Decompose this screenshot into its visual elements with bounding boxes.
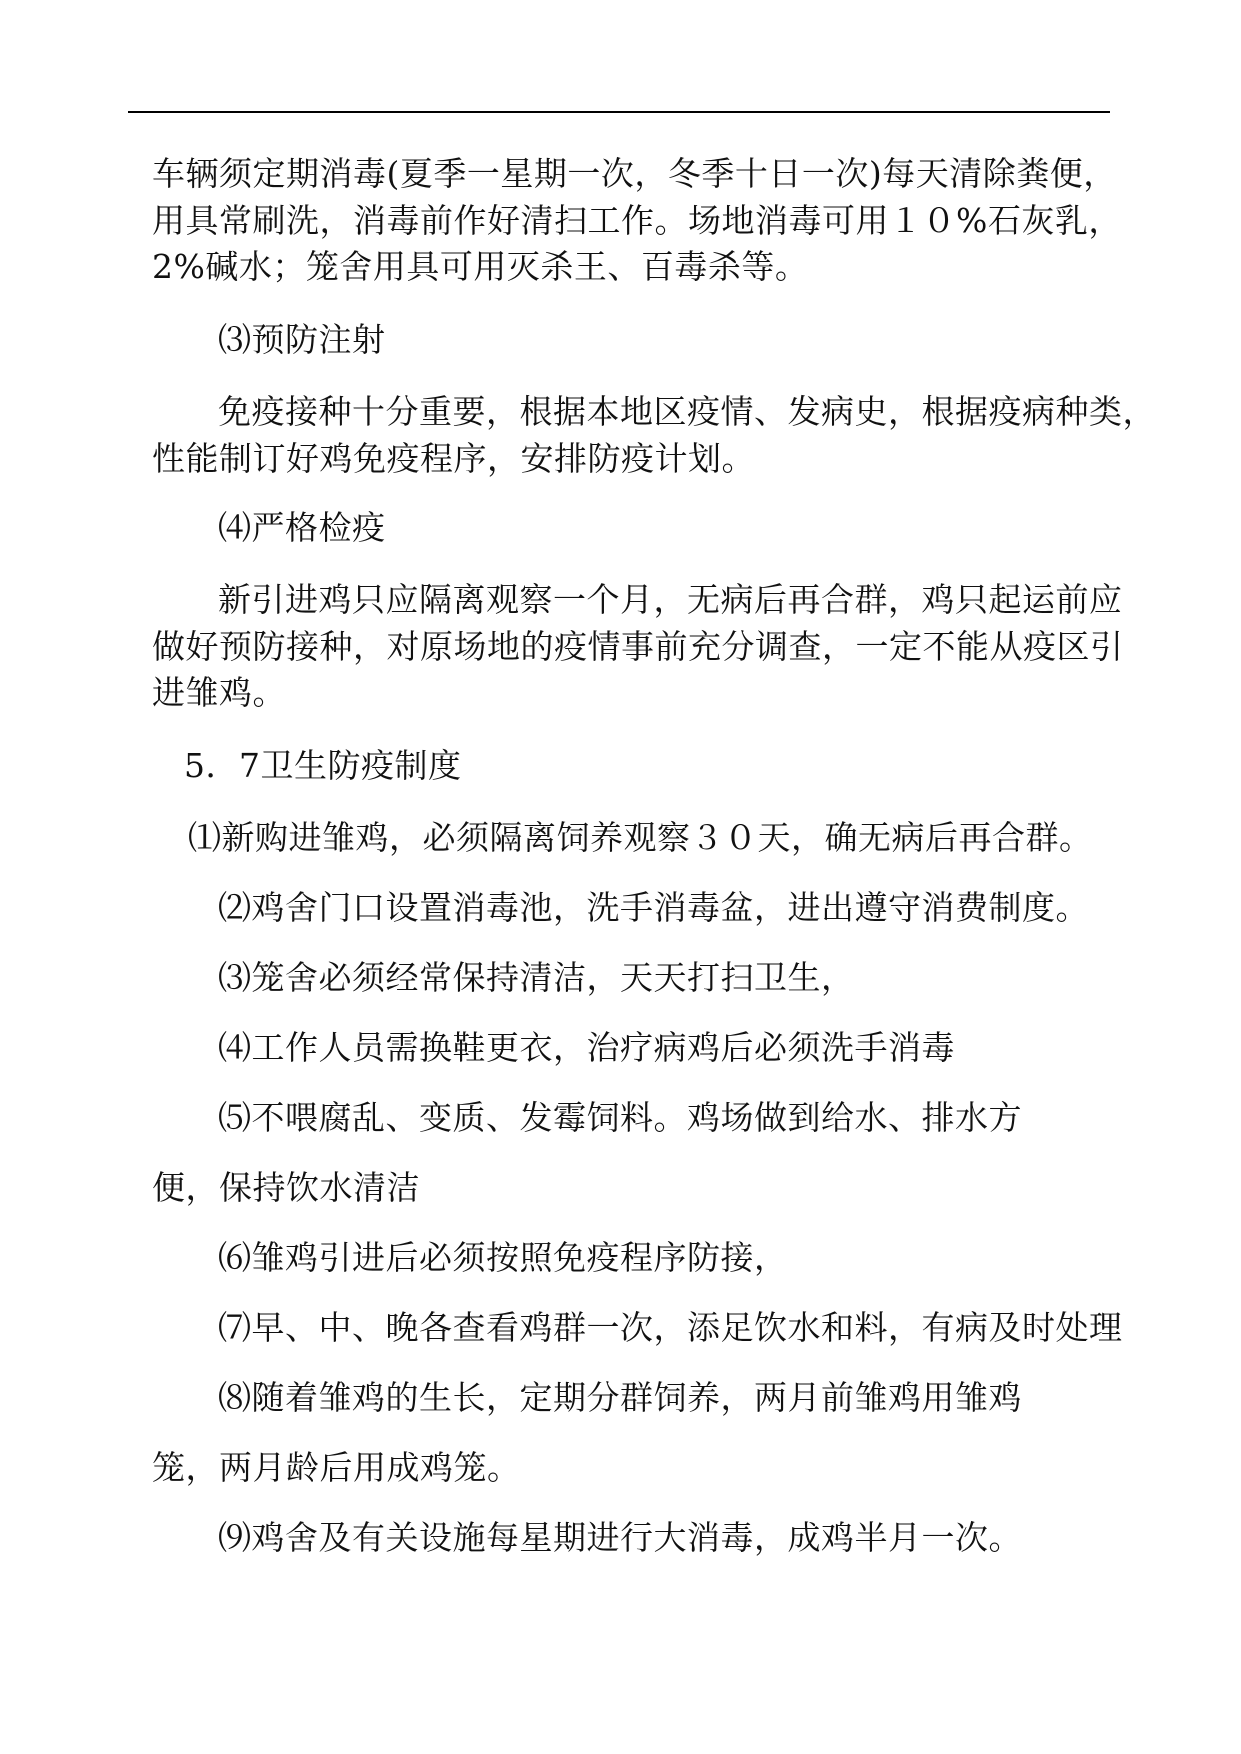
list-item: ⑹雏鸡引进后必须按照免疫程序防接，: [218, 1238, 788, 1277]
list-item: ⑷工作人员需换鞋更衣，治疗病鸡后必须洗手消毒: [218, 1028, 955, 1067]
text-line: 做好预防接种，对原场地的疫情事前充分调查，一定不能从疫区引: [152, 627, 1124, 666]
list-item: ⑻随着雏鸡的生长，定期分群饲养，两月前雏鸡用雏鸡: [218, 1378, 1022, 1417]
list-item: ⑵鸡舍门口设置消毒池，洗手消毒盆，进出遵守消费制度。: [218, 888, 1089, 927]
text-line: 新引进鸡只应隔离观察一个月，无病后再合群，鸡只起运前应: [218, 580, 1123, 619]
list-item: ⑼鸡舍及有关设施每星期进行大消毒，成鸡半月一次。: [218, 1518, 1022, 1557]
list-item: ⑶笼舍必须经常保持清洁，天天打扫卫生，: [218, 958, 855, 997]
list-item: ⑺早、中、晚各查看鸡群一次，添足饮水和料，有病及时处理: [218, 1308, 1123, 1347]
text-line: 进雏鸡。: [152, 673, 286, 712]
text-line: 用具常刷洗，消毒前作好清扫工作。场地消毒可用１０%石灰乳，: [152, 201, 1122, 240]
text-line: 车辆须定期消毒(夏季一星期一次，冬季十日一次)每天清除粪便，: [152, 154, 1117, 193]
list-item-continuation: 笼，两月龄后用成鸡笼。: [152, 1448, 521, 1487]
header-rule: [128, 111, 1110, 113]
section-heading: ⑷严格检疫: [218, 508, 386, 547]
text-line: 性能制订好鸡免疫程序，安排防疫计划。: [152, 439, 755, 478]
list-item: ⑴新购进雏鸡，必须隔离饲养观察３０天，确无病后再合群。: [188, 818, 1093, 857]
section-heading: ⑶预防注射: [218, 320, 386, 359]
text-line: 免疫接种十分重要，根据本地区疫情、发病史，根据疫病种类，: [218, 392, 1156, 431]
list-item-continuation: 便，保持饮水清洁: [152, 1168, 420, 1207]
list-item: ⑸不喂腐乱、变质、发霉饲料。鸡场做到给水、排水方: [218, 1098, 1022, 1137]
section-heading: 5．7卫生防疫制度: [184, 746, 462, 785]
text-line: 2%碱水；笼舍用具可用灭杀王、百毒杀等。: [152, 247, 809, 286]
